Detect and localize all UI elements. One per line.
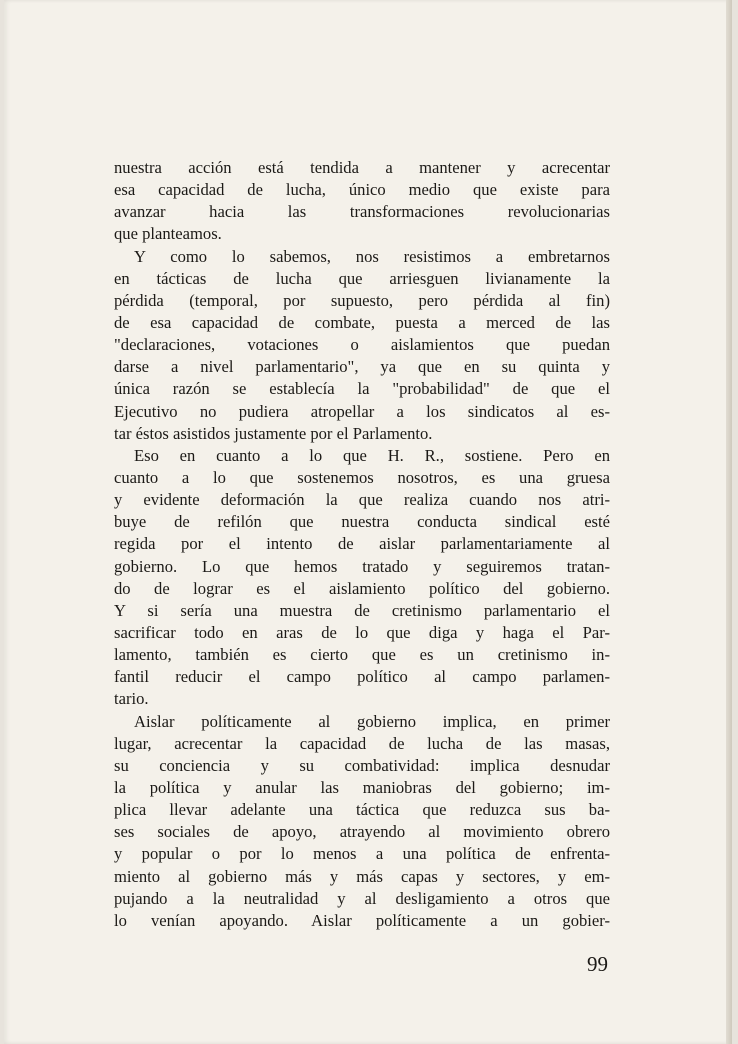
text-line: esa capacidad de lucha, único medio que existe para	[114, 180, 610, 200]
text-line: miento al gobierno más y más capas y sectores, y em-	[114, 866, 610, 886]
text-line: su conciencia y su combatividad: implica desnudar	[114, 755, 610, 775]
text-line: y evidente deformación la que realiza cuando nos atri-	[114, 490, 610, 510]
text-line: lugar, acrecentar la capacidad de lucha de las masas,	[114, 733, 610, 753]
text-line: y popular o por lo menos a una política de enfrenta-	[114, 844, 610, 864]
text-line: Y como lo sabemos, nos resistimos a embretarnos	[134, 246, 610, 266]
text-line: buye de refilón que nuestra conducta sindical esté	[114, 512, 610, 532]
book-page	[4, 0, 732, 1044]
page-edge	[726, 0, 732, 1044]
text-line: tar éstos asistidos justamente por el Parlamento.	[114, 423, 433, 443]
text-line: cuanto a lo que sostenemos nosotros, es una gruesa	[114, 467, 610, 487]
text-line: única razón se establecía la "probabilidad" de que el	[114, 379, 610, 399]
text-line: la política y anular las maniobras del gobierno; im-	[114, 777, 610, 797]
text-line: Aislar políticamente al gobierno implica, en primer	[134, 711, 610, 731]
text-line: Ejecutivo no pudiera atropellar a los sindicatos al es-	[114, 401, 610, 421]
text-line: que planteamos.	[114, 224, 222, 244]
text-line: de esa capacidad de combate, puesta a merced de las	[114, 312, 610, 332]
text-line: pérdida (temporal, por supuesto, pero pérdida al fin)	[114, 290, 610, 310]
text-line: ses sociales de apoyo, atrayendo al movimiento obrero	[114, 822, 610, 842]
text-line: nuestra acción está tendida a mantener y acrecentar	[114, 158, 610, 177]
text-line: plica llevar adelante una táctica que reduzca sus ba-	[114, 800, 610, 820]
text-line: en tácticas de lucha que arriesguen livianamente la	[114, 268, 610, 288]
text-line: lamento, también es cierto que es un cretinismo in-	[114, 645, 610, 665]
text-line: lo venían apoyando. Aislar políticamente a un gobier-	[114, 910, 610, 930]
page-number: 99	[587, 952, 608, 976]
body-text	[114, 157, 610, 932]
text-line: tario.	[114, 689, 149, 709]
text-line: "declaraciones, votaciones o aislamientos que puedan	[114, 335, 610, 355]
text-line: do de lograr es el aislamiento político del gobierno.	[114, 578, 610, 598]
text-line: gobierno. Lo que hemos tratado y seguiremos tratan-	[114, 556, 610, 576]
text-line: Y si sería una muestra de cretinismo parlamentario el	[114, 600, 610, 620]
text-line: pujando a la neutralidad y al desligamiento a otros que	[114, 888, 610, 908]
text-line: avanzar hacia las transformaciones revolucionarias	[114, 202, 610, 222]
text-line: regida por el intento de aislar parlamentariamente al	[114, 534, 610, 554]
text-line: sacrificar todo en aras de lo que diga y haga el Par-	[114, 622, 610, 642]
text-line: fantil reducir el campo político al campo parlamen-	[114, 667, 610, 687]
text-line: Eso en cuanto a lo que H. R., sostiene. Pero en	[134, 445, 610, 465]
text-line: darse a nivel parlamentario", ya que en su quinta y	[114, 357, 610, 377]
